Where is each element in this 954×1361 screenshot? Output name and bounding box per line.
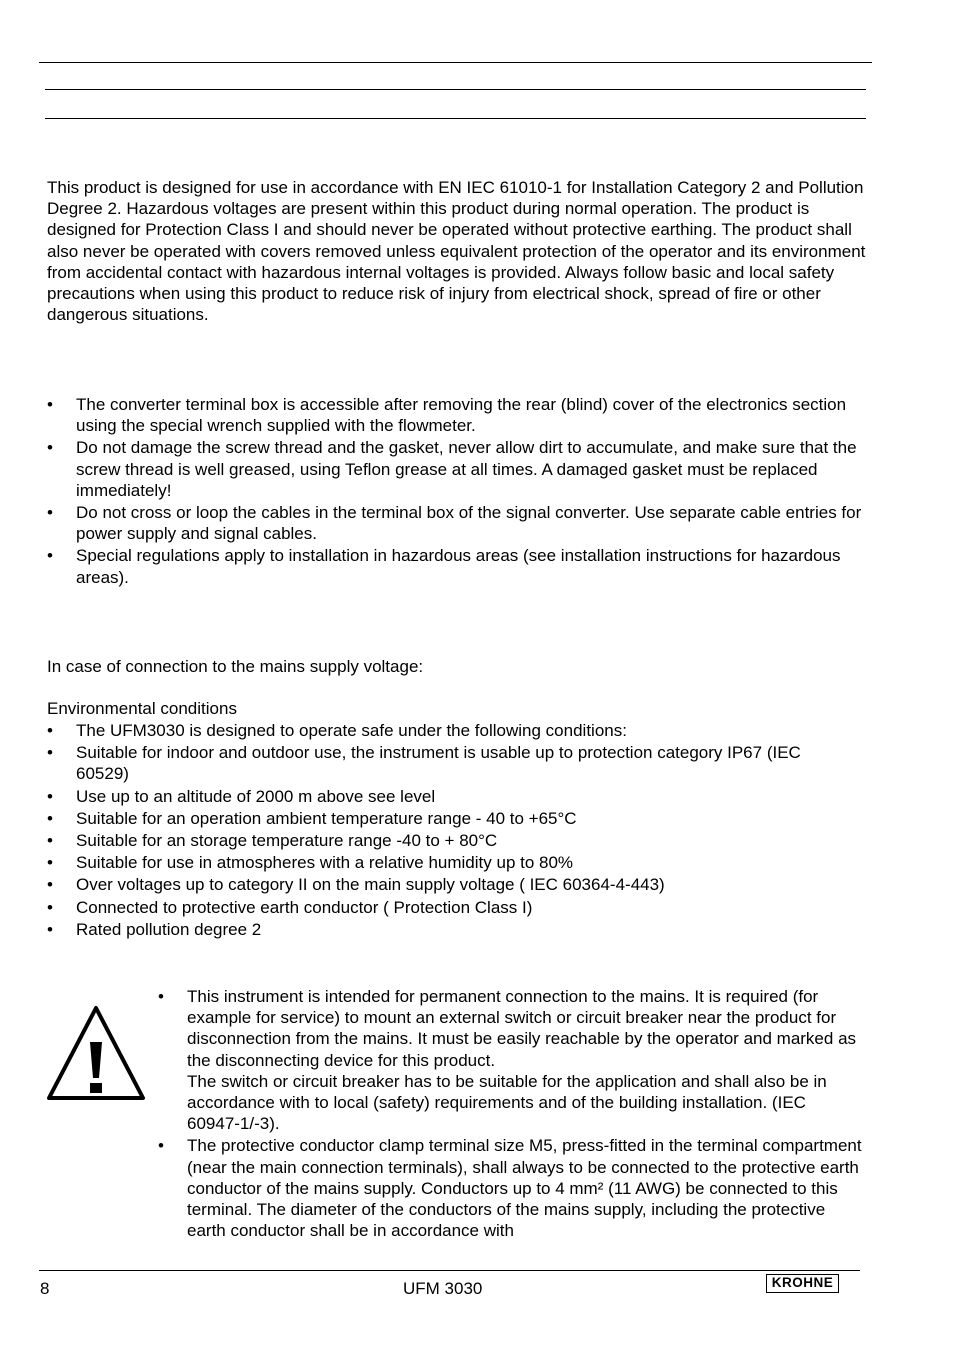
page-number: 8 (40, 1279, 50, 1298)
warning-bullet-list (158, 986, 863, 1242)
doc-title: UFM 3030 (403, 1279, 483, 1298)
terminal-bullet-list (47, 394, 862, 589)
list-item: • The UFM3030 is designed to operate safe under the following conditions: (47, 720, 847, 741)
mains-intro: In case of connection to the mains supply voltage: (47, 657, 424, 676)
list-item: • The converter terminal box is accessible after removing the rear (blind) cover of the electronics section using the special wrench supplied with the flowmeter. (47, 394, 862, 436)
intro-paragraph: This product is designed for use in accordance with EN IEC 61010-1 for Installation Category 2 and Pollution Degree 2. Hazardous voltages are present within this product during normal operation. The product is designed for Protection Class I and should never be operated without protective earthing. The product shall also never be operated with covers removed unless equivalent protection of the operator and its environment from accidental contact with hazardous internal voltages is provided. Always follow basic and local safety precautions when using this product to reduce risk of injury from electrical shock, spread of fire or other dangerous situations. (47, 178, 866, 325)
warning-text-1b: The switch or circuit breaker has to be suitable for the application and shall also be in accordance with to local (safety) requirements and of the building installation. (IEC 60947-1/-3). (187, 1071, 827, 1134)
env-bullet-list (47, 720, 847, 941)
list-item: • Do not cross or loop the cables in the terminal box of the signal converter. Use separate cable entries for power supply and signal cables. (47, 502, 862, 544)
footer-rule (39, 1270, 860, 1271)
list-item: • Over voltages up to category II on the main supply voltage ( IEC 60364-4-443) (47, 874, 847, 895)
list-item: • Suitable for an operation ambient temperature range - 40 to +65°C (47, 808, 847, 829)
list-item: • Rated pollution degree 2 (47, 919, 847, 940)
env-heading: Environmental conditions (47, 699, 237, 718)
warning-triangle-icon (45, 1004, 147, 1102)
list-item: • Suitable for an storage temperature range -40 to + 80°C (47, 830, 847, 851)
list-item: • Suitable for indoor and outdoor use, the instrument is usable up to protection category IP67 (IEC 60529) (47, 742, 847, 784)
header-rule-bottom (45, 118, 866, 119)
header-rule-middle (45, 89, 866, 90)
list-item (158, 986, 863, 1134)
list-item: • The protective conductor clamp terminal size M5, press-fitted in the terminal compartment (near the main connection terminals), shall always to be connected to the protective earth conductor of the mains supply. Conductors up to 4 mm² (11 AWG) be connected to this terminal. The diameter of the conductors of the mains supply, including the protective earth conductor shall be in accordance with (158, 1135, 863, 1241)
list-item: • Suitable for use in atmospheres with a relative humidity up to 80% (47, 852, 847, 873)
list-item: • Special regulations apply to installation in hazardous areas (see installation instructions for hazardous areas). (47, 545, 862, 587)
krohne-logo: KROHNE (766, 1274, 839, 1293)
list-item: • Use up to an altitude of 2000 m above see level (47, 786, 847, 807)
warning-text-1a: This instrument is intended for permanent connection to the mains. It is required (for example for service) to mount an external switch or circuit breaker near the product for disconnection from the mains. It must be easily reachable by the operator and marked as the disconnecting device for this product. (187, 987, 857, 1070)
list-item: • Do not damage the screw thread and the gasket, never allow dirt to accumulate, and make sure that the screw thread is well greased, using Teflon grease at all times. A damaged gasket must be replaced immediately! (47, 437, 862, 501)
header-rule-top (39, 62, 872, 63)
list-item: • Connected to protective earth conductor ( Protection Class I) (47, 897, 847, 918)
